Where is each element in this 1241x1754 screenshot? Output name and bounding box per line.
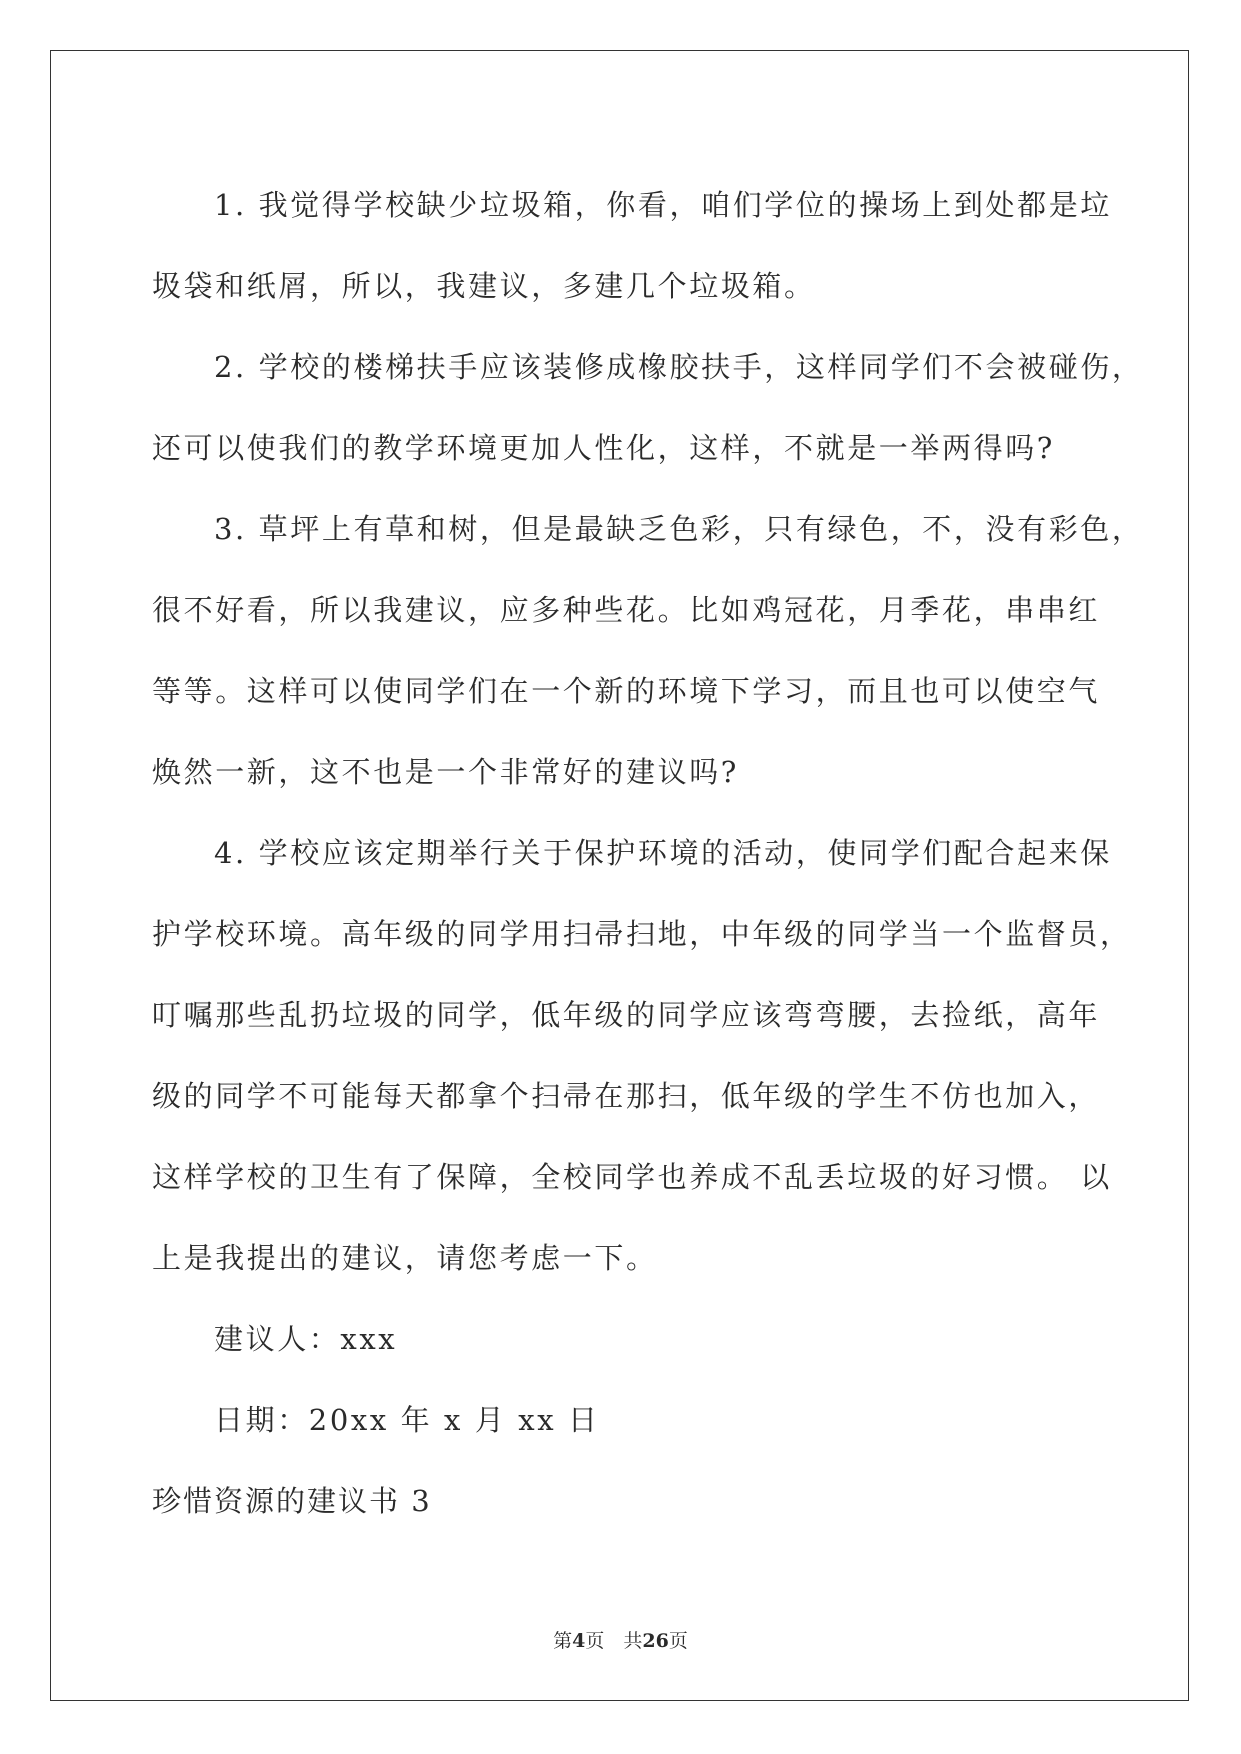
paragraph-4-line-5: 这样学校的卫生有了保障，全校同学也养成不乱丢垃圾的好习惯。 以 <box>152 1160 1112 1194</box>
paragraph-4-line-6: 上是我提出的建议，请您考虑一下。 <box>152 1241 658 1275</box>
paragraph-4-line-2: 护学校环境。高年级的同学用扫帚扫地，中年级的同学当一个监督员， <box>152 917 1132 951</box>
footer-prefix: 第 <box>553 1630 573 1652</box>
paragraph-2-line-1: 2. 学校的楼梯扶手应该装修成橡胶扶手，这样同学们不会被碰伤， <box>214 350 1144 384</box>
section-title: 珍惜资源的建议书 3 <box>152 1484 432 1518</box>
paragraph-3-line-2: 很不好看，所以我建议，应多种些花。比如鸡冠花，月季花，串串红 <box>152 593 1101 627</box>
paragraph-3-line-4: 焕然一新，这不也是一个非常好的建议吗? <box>152 755 739 789</box>
paragraph-4-line-3: 叮嘱那些乱扔垃圾的同学，低年级的同学应该弯弯腰，去捡纸，高年 <box>152 998 1101 1032</box>
proposer-line: 建议人：xxx <box>214 1322 398 1356</box>
footer-suffix: 页 <box>668 1630 688 1652</box>
paragraph-1-line-2: 圾袋和纸屑，所以，我建议，多建几个垃圾箱。 <box>152 269 816 303</box>
paragraph-4-line-4: 级的同学不可能每天都拿个扫帚在那扫，低年级的学生不仿也加入， <box>152 1079 1101 1113</box>
paragraph-4-line-1: 4. 学校应该定期举行关于保护环境的活动，使同学们配合起来保 <box>214 836 1112 870</box>
page-footer <box>0 1626 1241 1653</box>
paragraph-1-line-1: 1. 我觉得学校缺少垃圾箱，你看，咱们学位的操场上到处都是垃 <box>214 188 1112 222</box>
paragraph-2-line-2: 还可以使我们的教学环境更加人性化，这样，不就是一举两得吗? <box>152 431 1055 465</box>
paragraph-3-line-3: 等等。这样可以使同学们在一个新的环境下学习，而且也可以使空气 <box>152 674 1101 708</box>
paragraph-3-line-1: 3. 草坪上有草和树，但是最缺乏色彩，只有绿色，不，没有彩色， <box>214 512 1144 546</box>
date-line: 日期：20xx 年 x 月 xx 日 <box>214 1403 600 1437</box>
footer-total-pages: 26 <box>642 1630 669 1652</box>
document-body <box>152 165 1144 1542</box>
footer-current-page: 4 <box>572 1630 586 1652</box>
footer-middle: 页 共 <box>585 1630 643 1652</box>
